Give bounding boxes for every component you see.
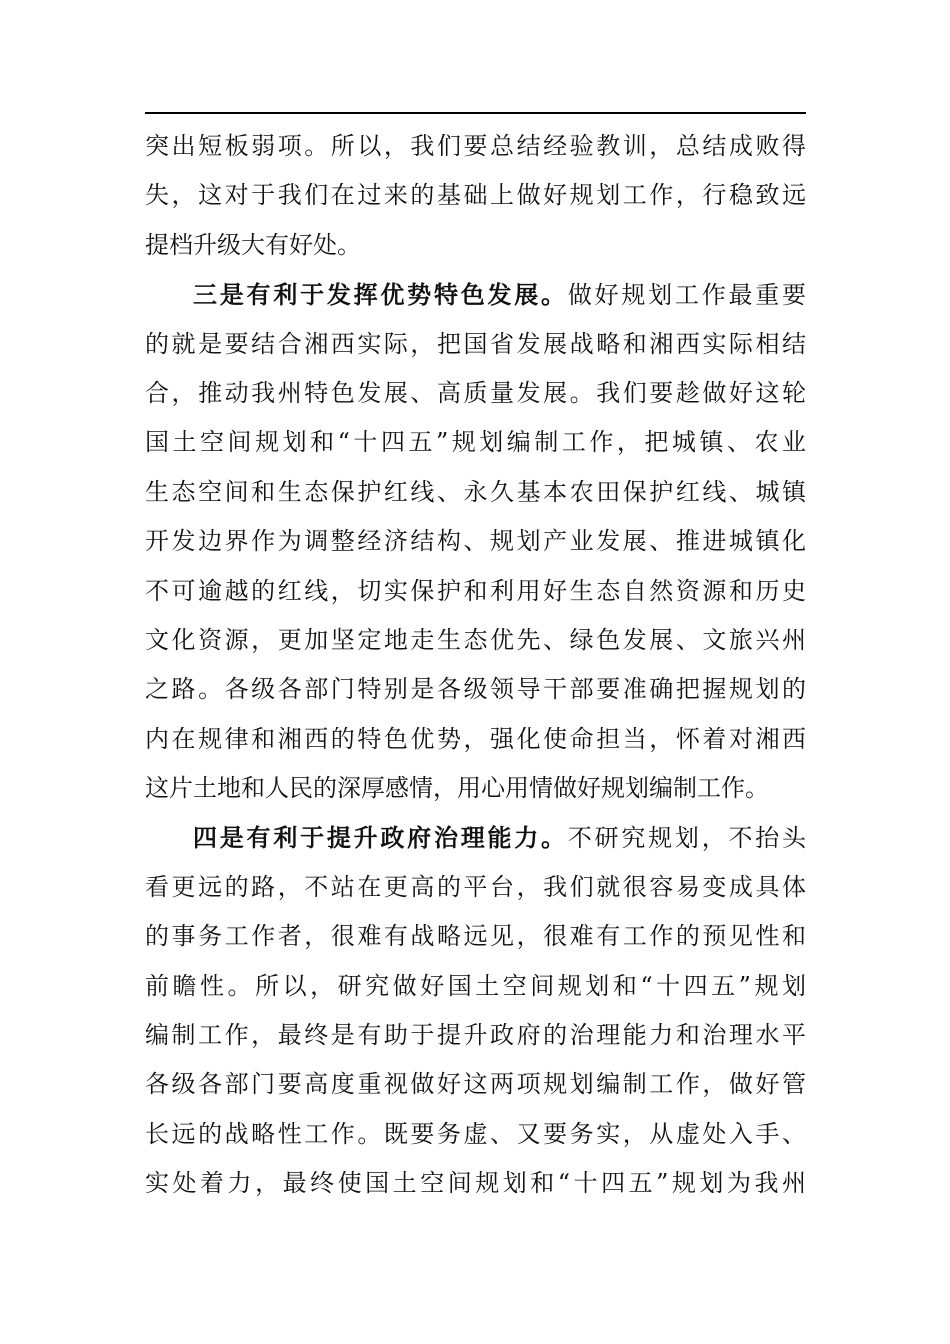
- text-line: 这片土地和人民的深厚感情，用心用情做好规划编制工作。: [145, 774, 769, 803]
- text-line: 不可逾越的红线，切实保护和利用好生态自然资源和历史: [145, 576, 806, 605]
- text-line: 前瞻性。所以，研究做好国土空间规划和“十四五”规划: [145, 971, 806, 1000]
- text-line: 生态空间和生态保护红线、永久基本农田保护红线、城镇: [145, 477, 806, 506]
- text-line: 各级各部门要高度重视做好这两项规划编制工作，做好管: [145, 1070, 806, 1099]
- text-line: 的事务工作者，很难有战略远见，很难有工作的预见性和: [145, 922, 806, 951]
- paragraph-heading: 四是有利于提升政府治理能力。: [193, 823, 568, 853]
- text-line: 长远的战略性工作。既要务虚、又要务实，从虚处入手、: [145, 1119, 806, 1148]
- text-line: 开发边界作为调整经济结构、规划产业发展、推进城镇化: [145, 527, 806, 556]
- header-rule: [145, 112, 806, 114]
- text-line: 编制工作，最终是有助于提升政府的治理能力和治理水平: [145, 1021, 806, 1050]
- text-line: 合，推动我州特色发展、高质量发展。我们要趁做好这轮: [145, 378, 806, 407]
- text-line: 突出短板弱项。所以，我们要总结经验教训，总结成败得: [145, 132, 806, 160]
- text-line: 之路。各级各部门特别是各级领导干部要准确把握规划的: [145, 675, 806, 704]
- text-line: 的就是要结合湘西实际，把国省发展战略和湘西实际相结: [145, 329, 806, 358]
- text-line: 文化资源，更加坚定地走生态优先、绿色发展、文旅兴州: [145, 625, 806, 654]
- text-line: 国土空间规划和“十四五”规划编制工作，把城镇、农业: [145, 428, 806, 457]
- text-line: 失，这对于我们在过来的基础上做好规划工作，行稳致远: [145, 181, 806, 210]
- paragraph-first-line: [145, 270, 806, 319]
- text-line: 内在规律和湘西的特色优势，强化使命担当，怀着对湘西: [145, 724, 806, 753]
- paragraph-first-line: [145, 813, 806, 862]
- text-line: 看更远的路，不站在更高的平台，我们就很容易变成具体: [145, 872, 806, 901]
- text-line: 实处着力，最终使国土空间规划和“十四五”规划为我州: [145, 1169, 806, 1198]
- text-line: 提档升级大有好处。: [145, 230, 361, 259]
- paragraph-text: 做好规划工作最重要: [567, 281, 806, 310]
- paragraph-text: 不研究规划，不抬头: [567, 824, 806, 853]
- paragraph-heading: 三是有利于发挥优势特色发展。: [193, 280, 568, 310]
- document-body: [145, 122, 806, 1209]
